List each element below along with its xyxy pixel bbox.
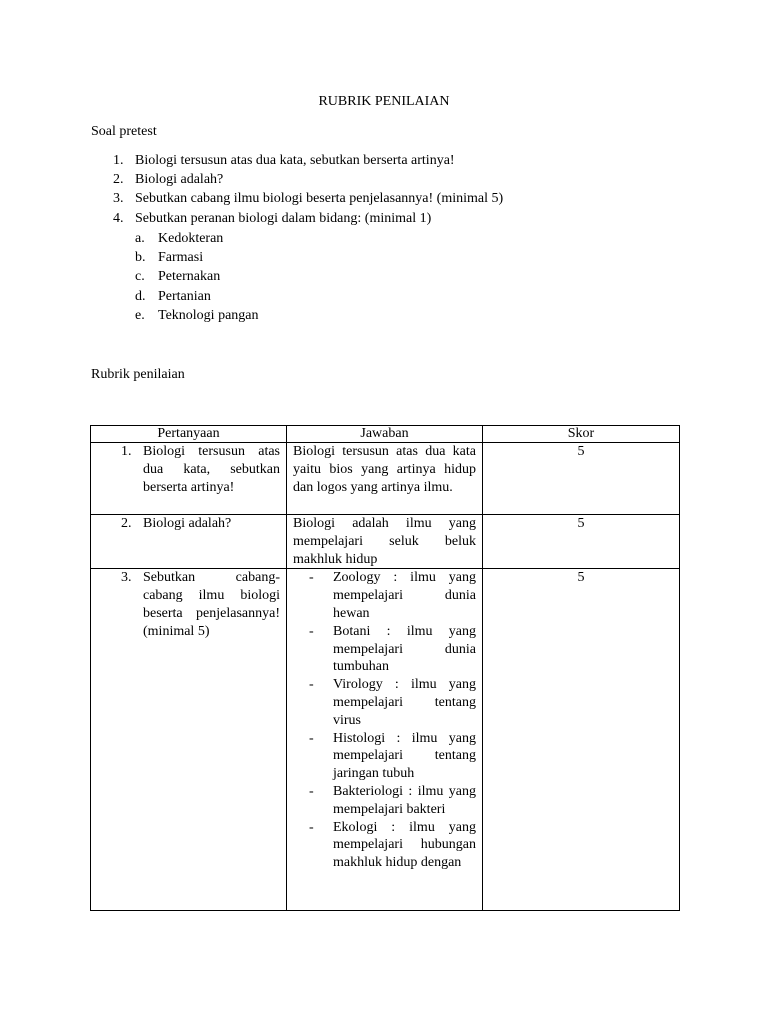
branch-list xyxy=(287,569,476,872)
question-number: 1. xyxy=(113,153,124,168)
branch-item xyxy=(287,783,476,819)
sub-item-text: Pertanian xyxy=(158,288,211,304)
dash-bullet: - xyxy=(309,623,314,639)
sub-item-text: Farmasi xyxy=(158,250,204,266)
pretest-question-list xyxy=(113,151,503,228)
header-question: Pertanyaan xyxy=(91,426,287,443)
question-cell xyxy=(91,443,287,515)
branch-text: Botani : ilmu yang mempelajari dunia tumbuhan xyxy=(333,623,476,675)
document-title: RUBRIK PENILAIAN xyxy=(318,94,450,109)
question-item xyxy=(113,151,503,170)
question-cell xyxy=(91,515,287,569)
branch-item xyxy=(287,676,476,729)
question-text: Biologi adalah? xyxy=(143,516,232,531)
question-item xyxy=(113,189,503,208)
question-item xyxy=(113,170,503,189)
question-text: Biologi tersusun atas dua kata, sebutkan berserta artinya! xyxy=(143,444,280,495)
branch-item xyxy=(287,819,476,872)
score-cell: 5 xyxy=(483,515,680,569)
rubric-heading: Rubrik penilaian xyxy=(91,367,185,382)
branch-text: Bakteriologi : ilmu yang mempelajari bakteri xyxy=(333,783,476,817)
pretest-heading: Soal pretest xyxy=(91,124,157,139)
question-text: Sebutkan cabang ilmu biologi beserta penjelasannya! (minimal 5) xyxy=(135,191,504,207)
question-item xyxy=(113,209,503,228)
sub-item xyxy=(135,287,259,306)
sub-item-letter: d. xyxy=(135,288,146,304)
header-score: Skor xyxy=(483,426,680,443)
table-header-row xyxy=(91,426,680,443)
table-row xyxy=(91,443,680,515)
sub-item-letter: c. xyxy=(135,269,145,285)
table-row xyxy=(91,569,680,911)
question-text: Sebutkan cabang-cabang ilmu biologi beserta penjelasannya! (minimal 5) xyxy=(143,570,280,639)
branch-item xyxy=(287,730,476,783)
sub-item xyxy=(135,229,259,248)
question-number: 2. xyxy=(113,172,124,188)
dash-bullet: - xyxy=(309,819,314,835)
header-answer: Jawaban xyxy=(287,426,483,443)
dash-bullet: - xyxy=(309,677,314,693)
question-text: Biologi adalah? xyxy=(135,172,224,188)
sub-item-text: Peternakan xyxy=(158,269,221,285)
branch-text: Zoology : ilmu yang mempelajari dunia hewan xyxy=(333,570,476,621)
sub-item-letter: a. xyxy=(135,231,145,246)
table-row xyxy=(91,515,680,569)
dash-bullet: - xyxy=(309,783,314,799)
row-number: 1. xyxy=(121,444,132,459)
row-number: 3. xyxy=(121,570,132,586)
branch-text: Ekologi : ilmu yang mempelajari hubungan makhluk hidup dengan xyxy=(333,819,476,871)
sub-item xyxy=(135,248,259,267)
sub-item-text: Kedokteran xyxy=(158,231,224,246)
sub-item xyxy=(135,267,259,286)
field-sub-list xyxy=(135,229,259,325)
question-number: 3. xyxy=(113,191,124,207)
question-number: 4. xyxy=(113,210,124,226)
answer-cell: Biologi tersusun atas dua kata yaitu bios yang artinya hidup dan logos yang artinya ilmu. xyxy=(287,443,483,515)
branch-item xyxy=(287,623,476,676)
answer-cell: Biologi adalah ilmu yang mempelajari seluk beluk makhluk hidup xyxy=(287,515,483,569)
score-cell: 5 xyxy=(483,569,680,911)
branch-text: Virology : ilmu yang mempelajari tentang virus xyxy=(333,677,476,728)
dash-bullet: - xyxy=(309,570,314,586)
sub-item-letter: e. xyxy=(135,307,145,323)
sub-item-text: Teknologi pangan xyxy=(158,307,259,323)
question-text: Biologi tersusun atas dua kata, sebutkan berserta artinya! xyxy=(135,153,455,168)
row-number: 2. xyxy=(121,516,132,531)
answer-cell xyxy=(287,569,483,911)
sub-item xyxy=(135,306,259,325)
score-cell: 5 xyxy=(483,443,680,515)
branch-item xyxy=(287,569,476,622)
dash-bullet: - xyxy=(309,730,314,746)
sub-item-letter: b. xyxy=(135,250,146,266)
question-text: Sebutkan peranan biologi dalam bidang: (minimal 1) xyxy=(135,210,432,226)
branch-text: Histologi : ilmu yang mempelajari tentang jaringan tubuh xyxy=(333,730,476,782)
rubric-table xyxy=(90,425,680,911)
question-cell xyxy=(91,569,287,911)
